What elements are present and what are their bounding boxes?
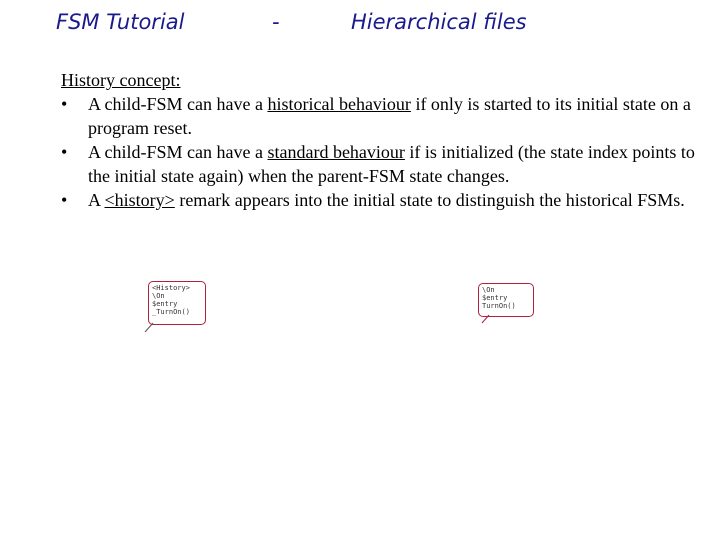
bullet-text: if is initialized (the state index points to the initial state again) when the parent-FSM state changes. [88, 142, 695, 186]
state-line: $entry [152, 300, 178, 308]
bullet-term: <history> [104, 190, 175, 210]
bullet-term: historical behaviour [267, 94, 411, 114]
state-line: \On [482, 286, 495, 294]
title-left: FSM Tutorial [56, 10, 185, 34]
state-line: _TurnOn() [152, 308, 190, 316]
bullet-text: A child-FSM can have a [88, 94, 268, 114]
historical-state-figure [148, 281, 206, 325]
bullet-text: if only is started to its initial state on a program reset. [88, 94, 691, 138]
bullet-item [61, 188, 701, 212]
bullet-dot: • [61, 142, 68, 162]
bullet-text: A [88, 190, 105, 210]
slide-title [0, 10, 720, 40]
state-line: \On [152, 292, 165, 300]
state-line: TurnOn() [482, 302, 516, 310]
bullet-dot: • [61, 190, 68, 210]
state-line: <History> [152, 284, 190, 292]
transition-arrow-icon [143, 322, 155, 334]
standard-state-figure [478, 283, 534, 317]
section-heading: History concept: [61, 70, 181, 90]
title-right: Hierarchical files [351, 10, 527, 34]
slide-body [61, 68, 701, 212]
state-line: $entry [482, 294, 508, 302]
transition-arrow-icon [480, 314, 492, 326]
bullet-item [61, 140, 701, 188]
bullet-text: A child-FSM can have a [88, 142, 268, 162]
bullet-item [61, 92, 701, 140]
bullet-list [61, 92, 701, 212]
bullet-text: remark appears into the initial state to distinguish the historical FSMs. [174, 190, 685, 210]
title-separator: - [272, 10, 280, 34]
bullet-dot: • [61, 94, 68, 114]
bullet-term: standard behaviour [267, 142, 405, 162]
